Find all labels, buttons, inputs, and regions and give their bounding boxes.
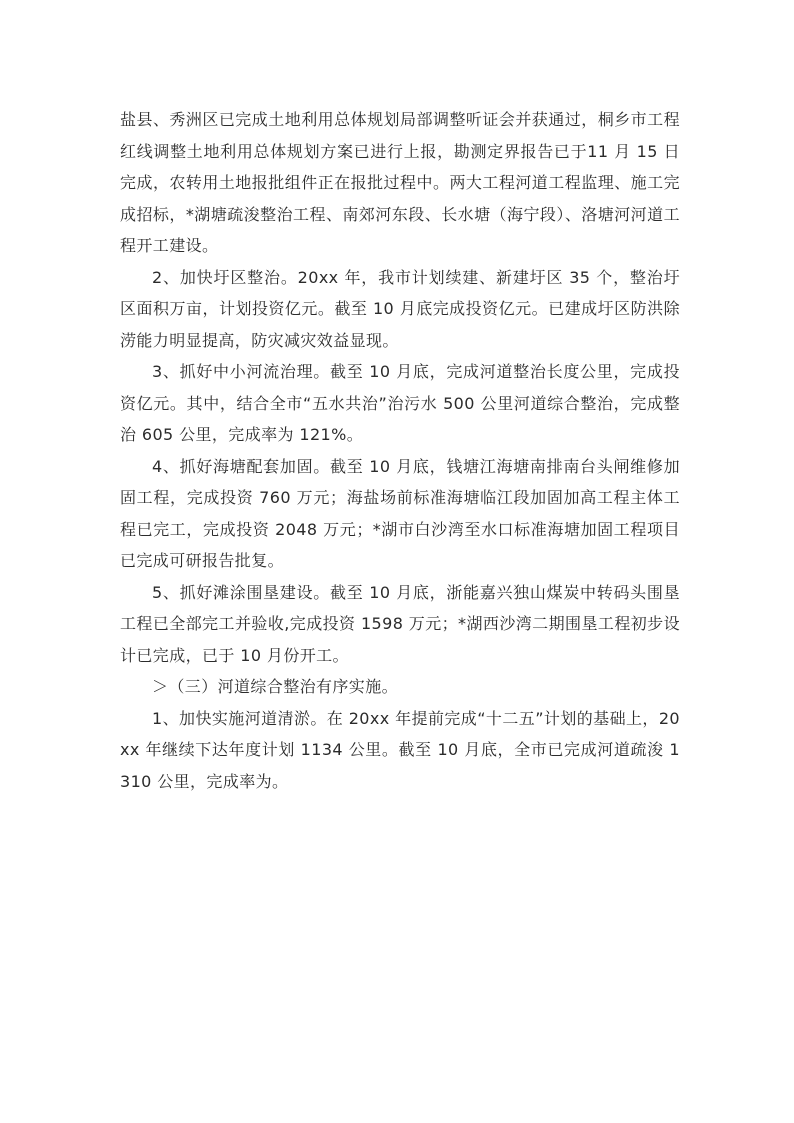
paragraph-river-governance: 3、抓好中小河流治理。截至 10 月底，完成河道整治长度公里，完成投资亿元。其中，结合全市“五水共治”治污水 500 公里河道综合整治，完成整治 605 公里，完成率为 121%。 (120, 362, 680, 444)
paragraph-tidal-flat-reclamation: 5、抓好滩涂围垦建设。截至 10 月底，浙能嘉兴独山煤炭中转码头围垦工程已全部完工并验收,完成投资 1598 万元；*湖西沙湾二期围垦工程初步设计已完成，已于 10 月份开工。 (120, 582, 680, 665)
document-body (120, 104, 680, 797)
section-heading-river-improvement: ＞（三）河道综合整治有序实施。 (152, 677, 399, 696)
paragraph-polder-renovation: 2、加快圩区整治。20xx 年，我市计划续建、新建圩区 35 个，整治圩区面积万亩，计划投资亿元。截至 10 月底完成投资亿元。已建成圩区防洪除涝能力明显提高，防灾减灾效益显现。 (120, 267, 680, 350)
paragraph-seawall-reinforcement: 4、抓好海塘配套加固。截至 10 月底，钱塘江海塘南排南台头闸维修加固工程，完成投资 760 万元；海盐场前标准海塘临江段加固加高工程主体工程已完工，完成投资 2048 万元；*湖市白沙湾至水口标准海塘加固工程项目已完成可研报告批复。 (120, 456, 680, 570)
paragraph-river-dredging: 1、加快实施河道清淤。在 20xx 年提前完成“十二五”计划的基础上，20xx 年继续下达年度计划 1134 公里。截至 10 月底，全市已完成河道疏浚 1310 公里，完成率为。 (120, 708, 680, 791)
paragraph-intro-continuation: 盐县、秀洲区已完成土地利用总体规划局部调整听证会并获通过，桐乡市工程红线调整土地利用总体规划方案已进行上报，勘测定界报告已于11 月 15 日完成，农转用土地报批组件正在报批过程中。两大工程河道工程监理、施工完成招标，*湖塘疏浚整治工程、南郊河东段、长水塘（海宁段）、洛塘河河道工程开工建设。 (120, 110, 680, 255)
